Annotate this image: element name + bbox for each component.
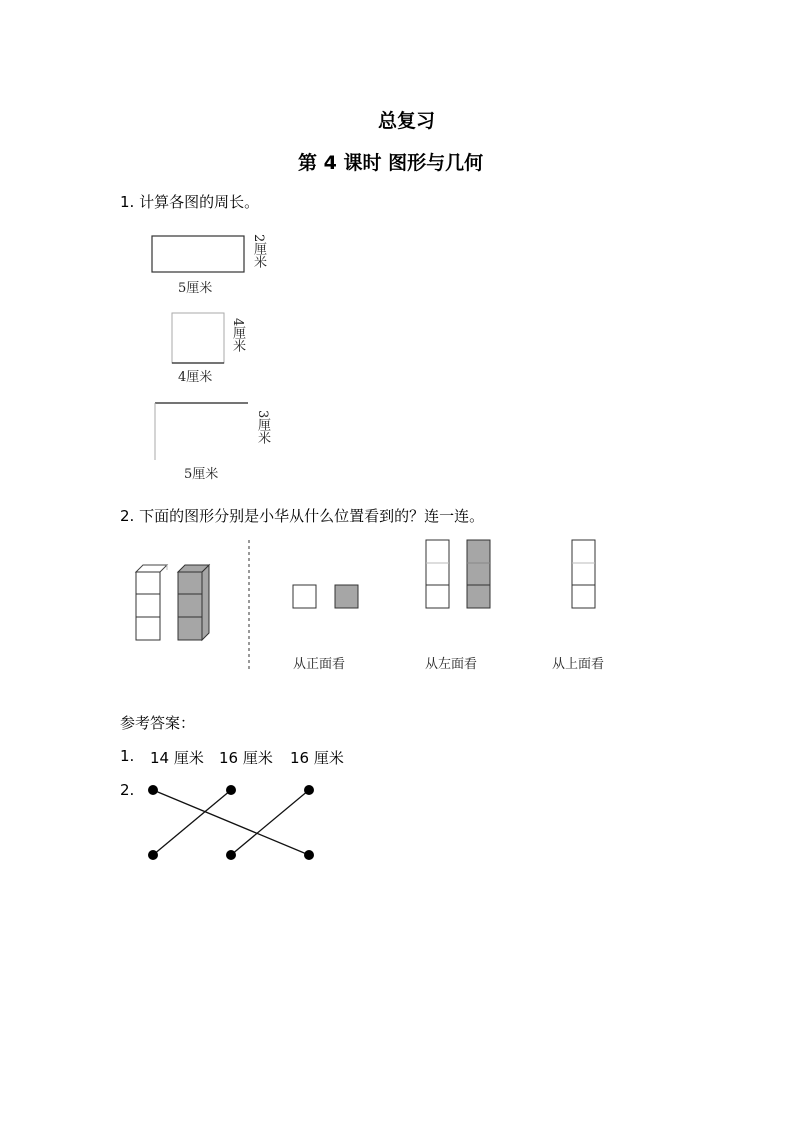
answer-1-value: 14 厘米 [150,749,204,767]
fig1-bottom-label: 5厘米 [178,281,213,296]
front-view [293,585,358,608]
white-cube-stack [136,565,167,640]
view-label-front: 从正面看 [293,657,346,672]
fig3-side-label: 3厘米 [255,410,270,445]
question-1-prompt: 1. 计算各图的周长。 [120,193,260,211]
answer-1-value: 16 厘米 [290,749,344,767]
answer-matching-lines [153,790,309,855]
fig3-bottom-label: 5厘米 [184,467,219,482]
gray-cube-stack [178,565,209,640]
lesson-subtitle: 第 4 课时 图形与几何 [298,152,484,174]
page-title: 总复习 [378,110,436,132]
fig2-bottom-label: 4厘米 [178,370,213,385]
answer-1-value: 16 厘米 [219,749,273,767]
square-figure [172,313,224,363]
question-2-prompt: 2. 下面的图形分别是小华从什么位置看到的？连一连。 [120,507,485,525]
fig2-side-label: 4厘米 [230,318,245,353]
view-label-top: 从上面看 [552,657,605,672]
answers-heading: 参考答案： [120,714,196,732]
fig1-side-label: 2厘米 [251,234,266,269]
rectangle-figure [152,236,244,272]
left-view [426,540,490,608]
top-view [572,540,595,608]
view-label-left: 从左面看 [425,657,478,672]
answer-2-label: 2. [120,781,135,799]
answer-1-label: 1. [120,747,135,765]
